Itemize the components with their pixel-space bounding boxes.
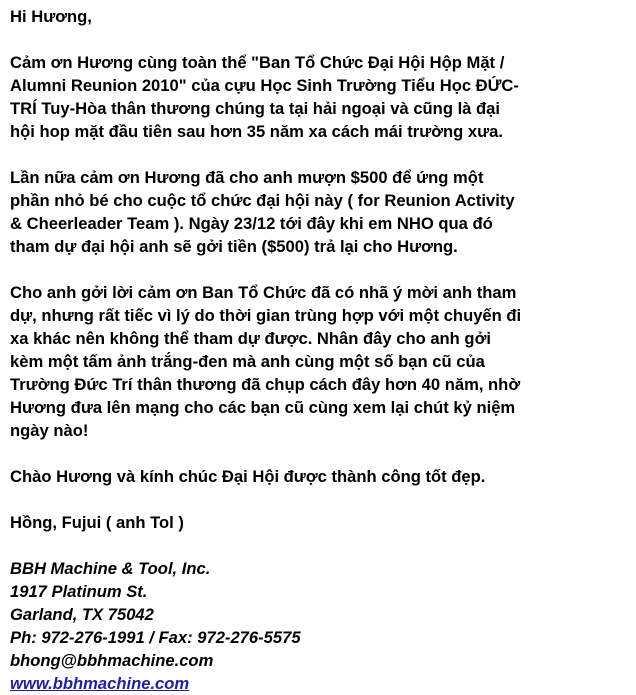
paragraph-line: xa khác nên không thể tham dự được. Nhân đây cho anh gởi [10,329,491,348]
paragraph-line: & Cheerleader Team ). Ngày 23/12 tới đây khi em NHO qua đó [10,214,493,233]
paragraph-loan [10,166,630,258]
website-link[interactable]: www.bbhmachine.com [10,674,190,693]
paragraph-line: tham dự đại hội anh sẽ gởi tiền ($500) trả lại cho Hương. [10,237,458,256]
paragraph-line: Cảm ơn Hương cùng toàn thể "Ban Tổ Chức Đại Hội Hộp Mặt / [10,53,505,72]
paragraph-line: kèm một tấm ảnh trắng-đen mà anh cùng một số bạn cũ của [10,352,485,371]
company-name: BBH Machine & Tool, Inc. [10,559,211,578]
paragraph-line: Alumni Reunion 2010" của cựu Học Sinh Trường Tiểu Học ĐỨC- [10,76,519,95]
paragraph-line: dự, nhưng rất tiếc vì lý do thời gian trùng hợp với một chuyến đi [10,306,522,325]
paragraph-line: phần nhỏ bé cho cuộc tổ chức đại hội này ( for Reunion Activity [10,191,515,210]
paragraph-line: TRÍ Tuy-Hòa thân thương chúng ta tại hải ngoại và cũng là đại [10,99,500,118]
signature-name: Hồng, Fujui ( anh Tol ) [10,513,184,532]
phone-fax: Ph: 972-276-1991 / Fax: 972-276-5575 [10,628,301,647]
closing-line: Chào Hương và kính chúc Đại Hội được thành công tốt đẹp. [10,467,486,486]
paragraph-line: Lần nữa cảm ơn Hương đã cho anh mượn $500 để ứng một [10,168,484,187]
paragraph-photo [10,281,630,442]
paragraph-line: Hương đưa lên mạng cho các bạn cũ cùng xem lại chút kỷ niệm [10,398,516,417]
paragraph-line: hội hop mặt đầu tiên sau hơn 35 năm xa cách mái trường xưa. [10,122,503,141]
paragraph-thanks [10,51,630,143]
paragraph-line: ngày nào! [10,421,89,440]
greeting: Hi Hương, [10,7,92,26]
city-state-zip: Garland, TX 75042 [10,605,154,624]
street-address: 1917 Platinum St. [10,582,148,601]
email-address: bhong@bbhmachine.com [10,651,214,670]
email-letter [10,5,630,695]
paragraph-line: Trường Đức Trí thân thương đã chụp cách đây hơn 40 năm, nhờ [10,375,521,394]
signature-block [10,557,630,695]
paragraph-line: Cho anh gởi lời cảm ơn Ban Tổ Chức đã có nhã ý mời anh tham [10,283,517,302]
